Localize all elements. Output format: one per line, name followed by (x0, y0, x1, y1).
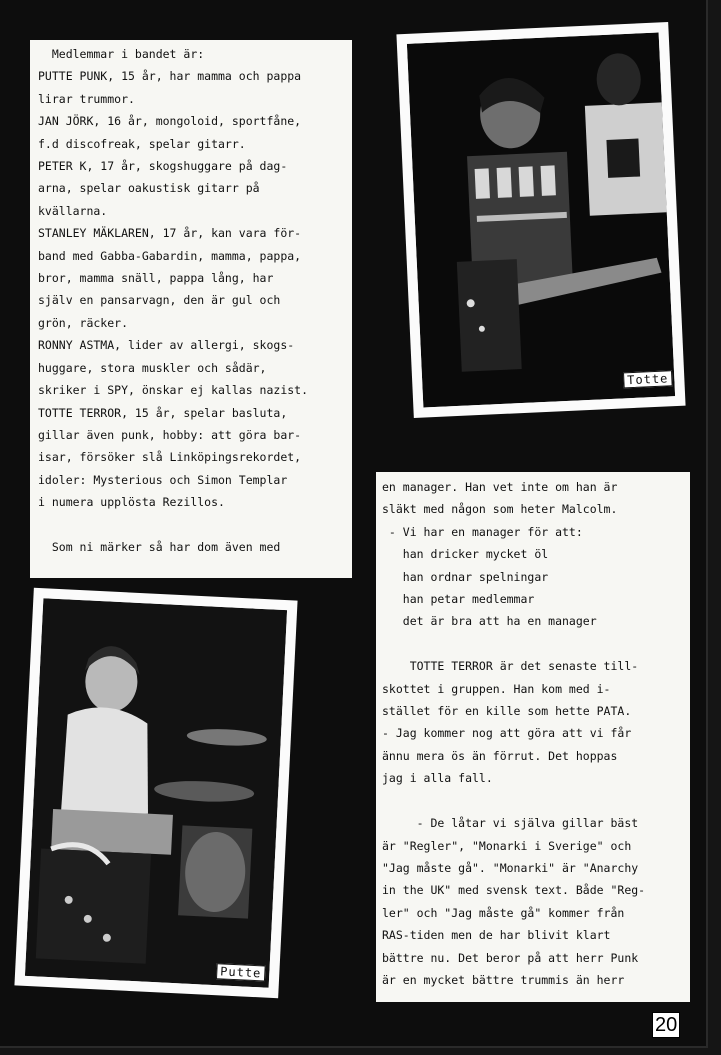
text-line: det är bra att ha en manager (382, 614, 597, 629)
text-line: - Jag kommer nog att göra att vi får (382, 726, 632, 741)
text-line: grön, räcker. (38, 315, 129, 330)
text-line: arna, spelar oakustisk gitarr på (38, 181, 260, 196)
text-line: in the UK" med svensk text. Både "Reg- (382, 883, 646, 898)
text-line: huggare, stora muskler och sådär, (38, 360, 267, 375)
text-line: lirar trummor. (38, 91, 135, 106)
text-line: RAS-tiden men de har blivit klart (382, 928, 611, 943)
photo-putte-caption: Putte (216, 963, 266, 981)
photo-putte-image (25, 598, 287, 987)
text-line: - De låtar vi själva gillar bäst (382, 816, 639, 831)
band-members-text (30, 40, 352, 578)
text-line: bror, mamma snäll, pappa lång, har (38, 271, 274, 286)
text-line: PETER K, 17 år, skogshuggare på dag- (38, 159, 288, 174)
photo-totte-image (407, 32, 675, 407)
text-line: ännu mera ös än förrut. Det hoppas (382, 748, 618, 763)
text-line: stället för en kille som hette PATA. (382, 704, 632, 719)
text-line: TOTTE TERROR, 15 år, spelar basluta, (38, 405, 288, 420)
text-line: själv en pansarvagn, den är gul och (38, 293, 281, 308)
text-line: Medlemmar i bandet är: (38, 47, 205, 61)
text-line (382, 633, 690, 655)
text-line: - Vi har en manager för att: (382, 524, 583, 539)
text-line: är en mycket bättre trummis än herr (382, 972, 625, 987)
text-line: han dricker mycket öl (382, 547, 549, 562)
text-line: skottet i gruppen. Han kom med i- (382, 681, 611, 696)
text-line: STANLEY MÄKLAREN, 17 år, kan vara för- (38, 226, 302, 241)
text-line (38, 514, 352, 536)
text-line: är "Regler", "Monarki i Sverige" och (382, 838, 632, 853)
text-line: isar, försöker slå Linköpingsrekordet, (38, 450, 302, 465)
text-line: kvällarna. (38, 203, 108, 218)
text-line: JAN JÖRK, 16 år, mongoloid, sportfåne, (38, 114, 302, 129)
text-line: TOTTE TERROR är det senaste till- (382, 659, 639, 674)
manager-and-songs-text (376, 472, 690, 1002)
text-line: "Jag måste gå". "Monarki" är "Anarchy (382, 860, 639, 875)
text-line: en manager. Han vet inte om han är (382, 480, 618, 494)
text-line: släkt med någon som heter Malcolm. (382, 502, 618, 517)
photo-totte (396, 22, 685, 418)
text-line: han ordnar spelningar (382, 569, 549, 584)
photo-totte-caption: Totte (623, 370, 673, 388)
text-line: band med Gabba-Gabardin, mamma, pappa, (38, 248, 302, 263)
text-line: jag i alla fall. (382, 771, 493, 786)
text-line: han petar medlemmar (382, 592, 535, 607)
text-line (382, 790, 690, 812)
text-line: PUTTE PUNK, 15 år, har mamma och pappa (38, 69, 302, 84)
text-line: ler" och "Jag måste gå" kommer från (382, 905, 625, 920)
photo-putte (14, 588, 297, 998)
text-line: Som ni märker så har dom även med (38, 539, 281, 554)
text-line: f.d discofreak, spelar gitarr. (38, 136, 246, 151)
text-line: idoler: Mysterious och Simon Templar (38, 472, 288, 487)
page-number: 20 (652, 1012, 680, 1038)
text-line: skriker i SPY, önskar ej kallas nazist. (38, 383, 309, 398)
text-line: i numera upplösta Rezillos. (38, 495, 225, 510)
text-line: RONNY ASTMA, lider av allergi, skogs- (38, 338, 295, 353)
text-line: bättre nu. Det beror på att herr Punk (382, 950, 639, 965)
text-line: gillar även punk, hobby: att göra bar- (38, 427, 302, 442)
